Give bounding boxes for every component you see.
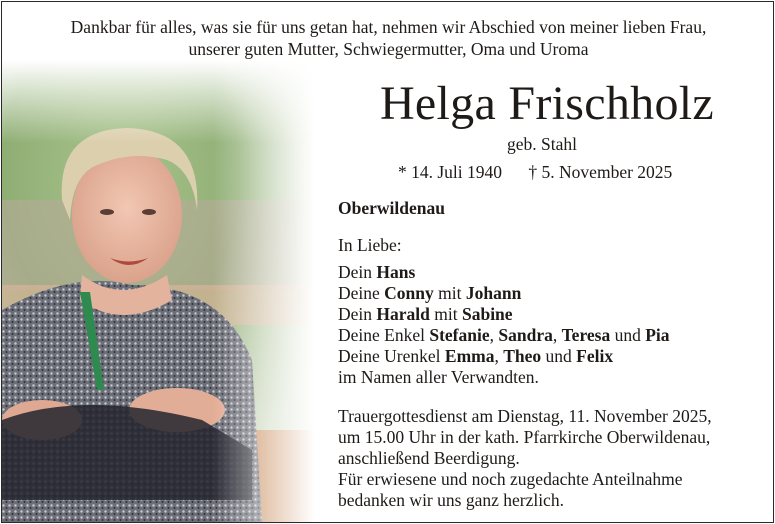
mourner-name: Sabine bbox=[461, 304, 513, 324]
mourner-name: Theo bbox=[503, 346, 542, 366]
mourner-text: , bbox=[494, 346, 504, 366]
death-date: † 5. November 2025 bbox=[528, 162, 673, 182]
mourner-name: Stefanie bbox=[429, 325, 490, 345]
intro-line-2: unserer guten Mutter, Schwiegermutter, Oma und Uroma bbox=[188, 39, 589, 59]
portrait-photo bbox=[2, 60, 342, 522]
mourner-text: und bbox=[610, 325, 646, 345]
service-line: bedanken wir uns ganz herzlich. bbox=[338, 490, 564, 510]
life-dates bbox=[398, 162, 672, 183]
mourner-text: , bbox=[489, 325, 499, 345]
service-line: Für erwiesene und noch zugedachte Anteilnahme bbox=[338, 469, 683, 489]
service-line: anschließend Beerdigung. bbox=[338, 448, 520, 468]
mourners-lines bbox=[338, 262, 670, 388]
service-line: Trauergottesdienst am Dienstag, 11. November 2025, bbox=[338, 406, 712, 426]
funeral-service-info bbox=[338, 406, 712, 511]
mourner-line bbox=[338, 325, 670, 346]
hometown: Oberwildenau bbox=[338, 198, 445, 218]
obituary-notice bbox=[1, 1, 774, 523]
mourner-text: , bbox=[552, 325, 562, 345]
mourner-name: Teresa bbox=[561, 325, 611, 345]
intro-text bbox=[2, 16, 774, 60]
mourner-name: Emma bbox=[444, 346, 495, 366]
mourner-line bbox=[338, 367, 670, 388]
mourner-name: Johann bbox=[465, 283, 522, 303]
deceased-name: Helga Frischholz bbox=[379, 77, 715, 130]
mourner-name: Conny bbox=[384, 283, 434, 303]
mourner-text: Deine Urenkel bbox=[338, 346, 445, 366]
mourner-text: mit bbox=[429, 304, 462, 324]
maiden-name: geb. Stahl bbox=[507, 134, 577, 154]
mourner-name: Hans bbox=[376, 262, 416, 282]
service-line: um 15.00 Uhr in der kath. Pfarrkirche Oberwildenau, bbox=[338, 427, 711, 447]
mourner-line bbox=[338, 262, 670, 283]
mourner-line bbox=[338, 283, 670, 304]
mourner-text: Deine Enkel bbox=[338, 325, 430, 345]
birth-date: * 14. Juli 1940 bbox=[398, 162, 503, 182]
mourner-line bbox=[338, 346, 670, 367]
mourners-heading: In Liebe: bbox=[338, 235, 402, 255]
mourner-text: Deine bbox=[338, 283, 385, 303]
mourner-text: und bbox=[541, 346, 577, 366]
mourner-text: im Namen aller Verwandten. bbox=[338, 367, 539, 387]
mourner-name: Felix bbox=[576, 346, 614, 366]
intro-line-1: Dankbar für alles, was sie für uns getan hat, nehmen wir Abschied von meiner lieben Frau, bbox=[70, 17, 707, 37]
mourner-text: mit bbox=[433, 283, 466, 303]
mourner-name: Pia bbox=[645, 325, 670, 345]
mourner-line bbox=[338, 304, 670, 325]
mourner-name: Harald bbox=[376, 304, 430, 324]
mourners-list bbox=[338, 235, 670, 388]
mourner-name: Sandra bbox=[498, 325, 553, 345]
mourner-text: Dein bbox=[338, 304, 377, 324]
mourner-text: Dein bbox=[338, 262, 377, 282]
